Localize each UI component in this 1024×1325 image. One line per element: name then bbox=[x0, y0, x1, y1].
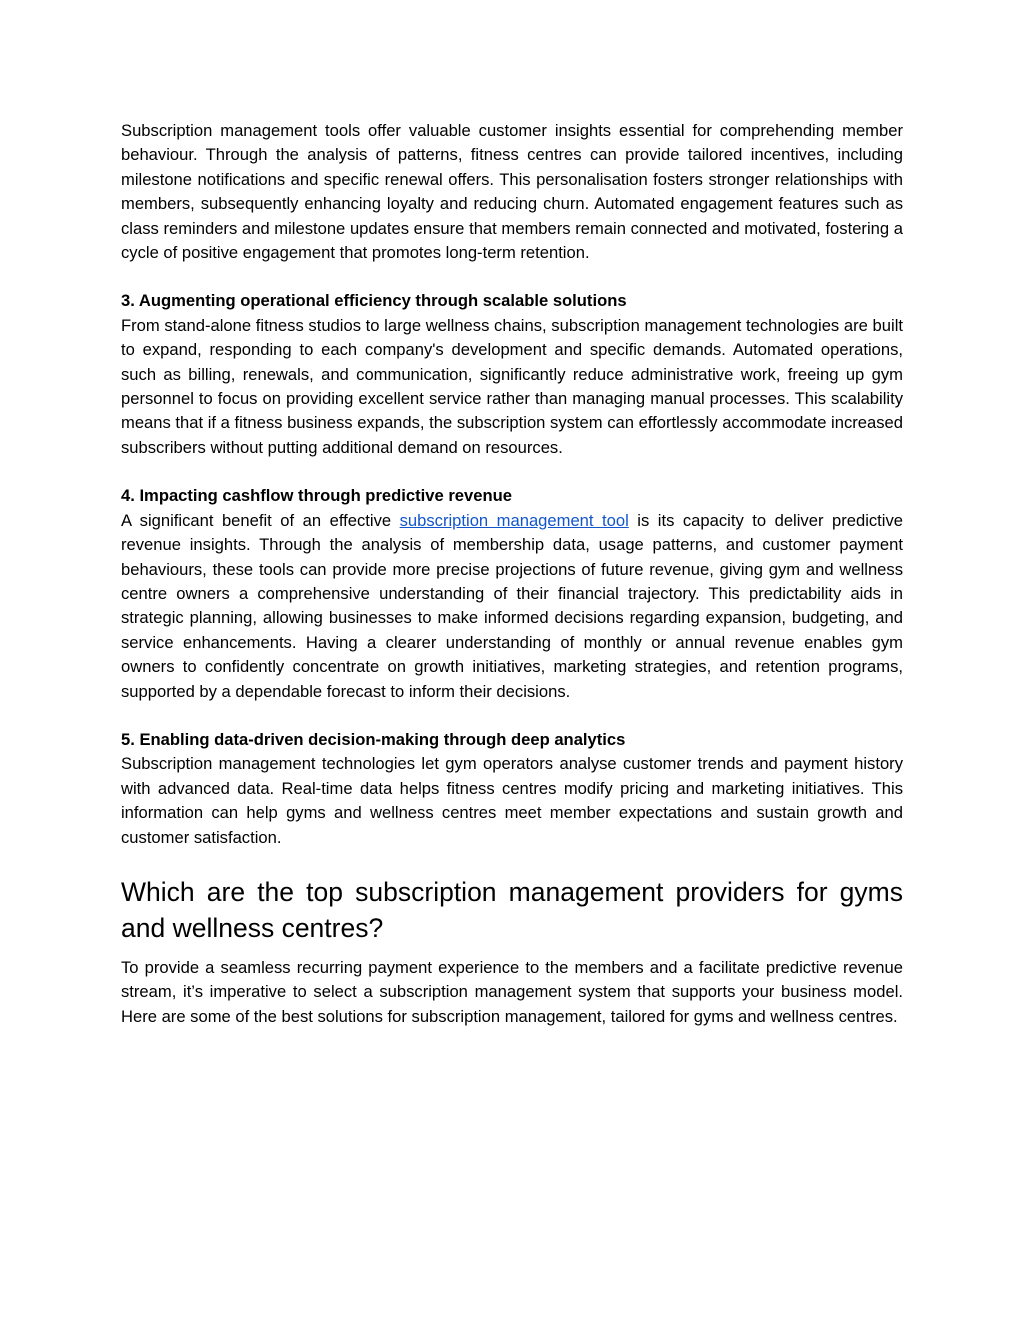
section-3-body: From stand-alone fitness studios to large wellness chains, subscription management technologies are built to expand, responding to each company's development and specific demands. Automated operations, such as billing, renewals, and communication, significantly reduce administrative work, freeing up gym personnel to focus on providing excellent service rather than managing manual processes. This scalability means that if a fitness business expands, the subscription system can effortlessly accommodate increased subscribers without putting additional demand on resources. bbox=[121, 315, 903, 457]
section-3-heading: 3. Augmenting operational efficiency through scalable solutions bbox=[121, 291, 627, 311]
document-page bbox=[121, 119, 903, 1029]
section-5-heading: 5. Enabling data-driven decision-making through deep analytics bbox=[121, 729, 626, 749]
intro-paragraph: Subscription management tools offer valuable customer insights essential for comprehending member behaviour. Through the analysis of patterns, fitness centres can provide tailored incentives, including milestone notifications and specific renewal offers. This personalisation fosters stronger relationships with members, subsequently enhancing loyalty and reducing churn. Automated engagement features such as class reminders and milestone updates ensure that members remain connected and motivated, fostering a cycle of positive engagement that promotes long-term retention. bbox=[121, 121, 903, 263]
section-4-body bbox=[121, 509, 903, 704]
spacer bbox=[121, 265, 903, 289]
subscription-management-tool-link[interactable]: subscription management tool bbox=[399, 510, 629, 530]
section-5-body: Subscription management technologies let gym operators analyse customer trends and payment history with advanced data. Real-time data helps fitness centres modify pricing and marketing initiatives. This information can help gyms and wellness centres meet member expectations and sustain growth and customer satisfaction. bbox=[121, 754, 903, 847]
providers-heading: Which are the top subscription management providers for gyms and wellness centres? bbox=[121, 876, 903, 943]
spacer bbox=[121, 704, 903, 728]
section-4-heading: 4. Impacting cashflow through predictive revenue bbox=[121, 486, 512, 506]
section-4-body-end: is its capacity to deliver predictive revenue insights. Through the analysis of membership data, usage patterns, and customer payment behaviours, these tools can provide more precise projections of future revenue, giving gym and wellness centre owners a comprehensive understanding of their financial trajectory. This predictability aids in strategic planning, allowing businesses to make informed decisions regarding expansion, budgeting, and service enhancements. Having a clearer understanding of monthly or annual revenue enables gym owners to confidently concentrate on growth initiatives, marketing strategies, and retention programs, supported by a dependable forecast to inform their decisions. bbox=[121, 510, 904, 701]
providers-paragraph: To provide a seamless recurring payment experience to the members and a facilitate predictive revenue stream, it’s imperative to select a subscription management system that supports your business model. Here are some of the best solutions for subscription management, tailored for gyms and wellness centres. bbox=[121, 957, 903, 1026]
spacer bbox=[121, 460, 903, 484]
section-4-body-start: A significant benefit of an effective bbox=[121, 510, 400, 530]
